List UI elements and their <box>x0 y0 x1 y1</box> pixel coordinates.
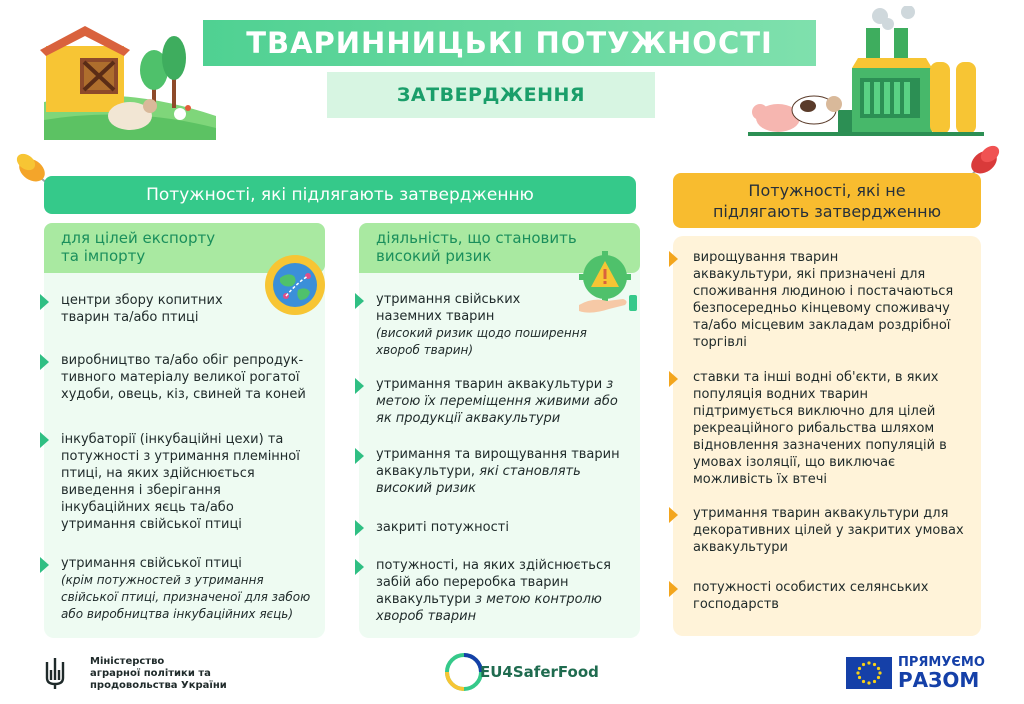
item-line: центри збору копитних <box>61 293 223 308</box>
item-line <box>376 608 611 625</box>
item-line: худоби, овець, кіз, свиней та коней <box>61 387 306 402</box>
program-name: EU4SaferFood <box>480 663 599 681</box>
item-line: забій або переробка тварин <box>376 575 569 590</box>
list-item <box>376 376 618 427</box>
item-line: потужності з утримання племінної <box>61 449 300 464</box>
item-line: популяція водних тварин <box>693 387 868 402</box>
globe-icon <box>264 254 326 316</box>
item-line: безпосередньо кінцевому споживачу <box>693 301 950 316</box>
eu4saferfood-logo <box>438 650 599 694</box>
item-line <box>376 393 618 410</box>
item-line <box>376 591 611 608</box>
item-line: та/або місцевим закладам роздрібної <box>693 318 951 333</box>
item-line: умовах ізоляції, що виключає <box>693 455 896 470</box>
item-note: хвороб тварин) <box>376 343 474 357</box>
item-line <box>376 463 620 480</box>
item-line: рекреаційного рибальства шляхом <box>693 421 935 436</box>
list-item <box>693 369 947 488</box>
bullet-arrow <box>355 293 364 309</box>
item-line: утримання свійської птиці <box>61 517 242 532</box>
ministry-line: Міністерство <box>90 656 165 667</box>
bullet-arrow <box>355 378 364 394</box>
item-text-italic: з метою контролю <box>470 592 602 607</box>
bullet-arrow <box>40 432 49 448</box>
high-risk-column <box>359 223 640 638</box>
item-text: аквакультури <box>376 592 471 607</box>
item-line: потужності, на яких здійснюється <box>376 558 611 573</box>
bullet-arrow <box>40 294 49 310</box>
eu-flag-icon <box>846 657 892 689</box>
ministry-line: аграрної політики та <box>90 668 211 679</box>
bullet-arrow <box>40 557 49 573</box>
item-line: потужності особистих селянських <box>693 580 929 595</box>
item-line: ставки та інші водні об'єкти, в яких <box>693 370 939 385</box>
list-item <box>376 557 611 625</box>
list-item <box>376 446 620 497</box>
list-item <box>61 555 310 623</box>
ministry-name <box>90 656 227 692</box>
not-approved-column <box>673 236 981 636</box>
item-line: утримання та вирощування тварин <box>376 447 620 462</box>
bullet-arrow <box>355 559 364 575</box>
ministry-line: продовольства України <box>90 680 227 691</box>
title-banner <box>203 20 816 66</box>
page-title: ТВАРИННИЦЬКІ ПОТУЖНОСТІ <box>246 26 773 60</box>
razom-logo <box>898 656 985 690</box>
not-approved-header-line: підлягають затвердженню <box>712 201 942 221</box>
approved-header-text: Потужності, які підлягають затвердженню <box>146 185 534 205</box>
ministry-logo <box>44 656 244 692</box>
item-text-italic: з <box>602 377 614 392</box>
item-note: свійської птиці, призначеної для забою <box>61 590 311 604</box>
item-line: утримання свійських <box>376 292 521 307</box>
list-item <box>61 431 300 533</box>
item-text-italic: хвороб тварин <box>376 609 477 624</box>
item-line: інкубаційних яєць та/або <box>61 500 234 515</box>
list-item <box>693 249 953 351</box>
item-line: аквакультури, які призначені для <box>693 267 926 282</box>
list-item <box>693 579 928 613</box>
export-heading-line: для цілей експорту <box>61 229 216 247</box>
bullet-arrow <box>669 507 678 523</box>
list-item <box>376 519 509 536</box>
not-approved-header-line: Потужності, які не <box>748 180 906 200</box>
item-line: підтримується виключно для цілей <box>693 404 936 419</box>
item-line: закриті потужності <box>376 520 509 535</box>
bullet-arrow <box>40 354 49 370</box>
not-approved-header <box>673 173 981 228</box>
item-line: господарств <box>693 597 779 612</box>
item-line: тварин та/або птиці <box>61 310 199 325</box>
page-subtitle: ЗАТВЕРДЖЕННЯ <box>396 84 586 106</box>
approved-header <box>44 176 636 214</box>
subtitle-banner <box>327 72 655 118</box>
item-line: торгівлі <box>693 335 747 350</box>
list-item <box>61 292 223 326</box>
item-line: тивного матеріалу великої рогатої <box>61 370 300 385</box>
item-line: вирощування тварин <box>693 250 839 265</box>
bullet-arrow <box>669 581 678 597</box>
eu4saferfood-icon <box>444 652 484 692</box>
list-item <box>693 505 964 556</box>
item-line: відновлення зазначених популяцій в <box>693 438 947 453</box>
item-line: декоративних цілей у закритих умовах <box>693 523 964 538</box>
list-item <box>376 291 587 359</box>
bullet-arrow <box>355 520 364 536</box>
risk-heading-line: високий ризик <box>376 247 492 265</box>
list-item <box>61 352 306 403</box>
item-line <box>376 410 618 427</box>
farm-icon <box>40 24 220 140</box>
item-line: птиці, на яких здійснюється <box>61 466 255 481</box>
item-line: виробництво та/або обіг репродук- <box>61 353 304 368</box>
export-heading-line: та імпорту <box>61 247 146 265</box>
item-text-italic: які становлять <box>475 464 581 479</box>
razom-line-1: ПРЯМУЄМО <box>898 655 985 670</box>
item-text-italic: високий ризик <box>376 481 477 496</box>
not-approved-header-text <box>713 180 941 222</box>
item-line: наземних тварин <box>376 309 495 324</box>
item-note: (крім потужностей з утримання <box>61 573 264 587</box>
item-line <box>376 376 618 393</box>
item-line: виведення і зберігання <box>61 483 221 498</box>
item-text-italic: метою їх переміщення живими або <box>376 394 618 409</box>
item-text: аквакультури, <box>376 464 476 479</box>
item-line: утримання свійської птиці <box>61 556 242 571</box>
item-line: утримання тварин аквакультури для <box>693 506 949 521</box>
item-line: інкубаторії (інкубаційні цехи) та <box>61 432 284 447</box>
export-column <box>44 223 325 638</box>
bullet-arrow <box>669 371 678 387</box>
item-line: можливість їх втечі <box>693 472 827 487</box>
item-line: аквакультури <box>693 540 788 555</box>
bullet-arrow <box>669 251 678 267</box>
item-note: або виробництва інкубаційних яєць) <box>61 607 294 621</box>
item-text: утримання тварин аквакультури <box>376 377 603 392</box>
item-line: споживання людиною і постачаються <box>693 284 954 299</box>
risk-heading-line: діяльність, що становить <box>376 229 577 247</box>
trident-icon <box>44 656 66 690</box>
item-note: (високий ризик щодо поширення <box>376 326 587 340</box>
razom-line-2: РАЗОМ <box>898 668 980 692</box>
item-text-italic: як продукції аквакультури <box>376 411 561 426</box>
item-line <box>376 480 620 497</box>
bullet-arrow <box>355 448 364 464</box>
